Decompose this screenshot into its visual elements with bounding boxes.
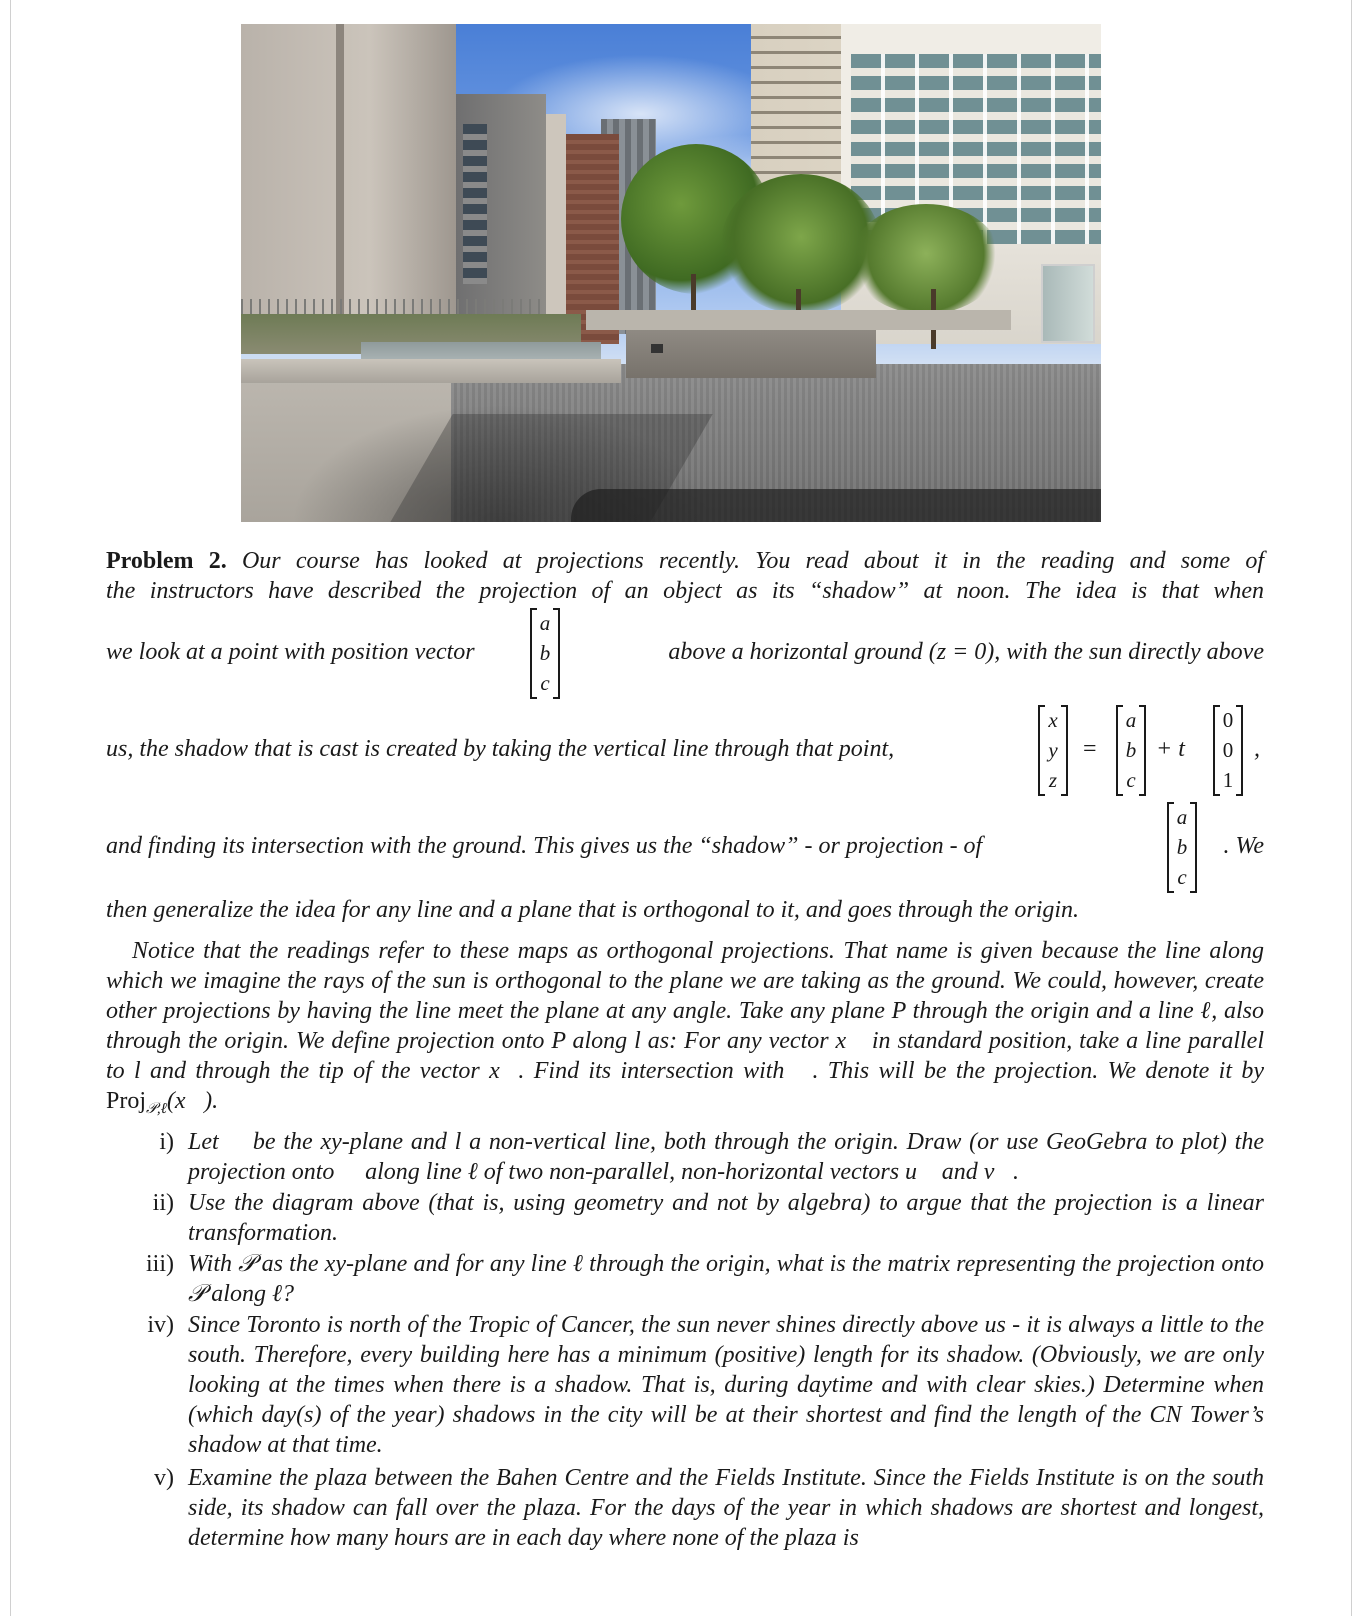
proj-argument: (x⃗). [166,1088,219,1114]
plus-t: + t [1156,736,1185,762]
foreground-shadow [571,489,1101,522]
vector-entry: a [539,611,551,635]
problem-line-1 [106,546,1264,576]
paragraph-2 [106,936,1264,1124]
problem-intro-1: Our course has looked at projections recently. You read about it in the reading and some of [241,548,1264,574]
proj-name: Proj [106,1088,147,1114]
list-item: With 𝒫 as the xy-plane and for any line ℓ through the origin, what is the matrix representing the projection onto 𝒫 along ℓ? [188,1251,1264,1307]
item-number: iii) [146,1251,174,1277]
problem-line-6: then generalize the idea for any line and a plane that is orthogonal to it, and goes through the origin. [106,897,1080,923]
paragraph-2-text: Notice that the readings refer to these maps as orthogonal projections. That name is given because the line along which we imagine the rays of the sun is orthogonal to the plane we are taking as the ground. We could, however, create other projections by having the line meet the plane at any angle. Take any plane P through the origin and a line ℓ, also through the origin. We define projection onto P along l as: For any vector x⃗ in standard position, take a line parallel to l and through the tip of the vector x⃗. Find its intersection with 𝒫. This will be the projection. We denote it by [106,938,1264,1084]
line3-pre: we look at a point with position vector [106,639,475,665]
list-item: Use the diagram above (that is, using geometry and not by algebra) to argue that the projection is a linear transformation. [188,1190,1264,1246]
vector-entry: z [1048,768,1058,792]
line5-pre: and finding its intersection with the ground. This gives us the “shadow” - or projection - of [106,833,983,859]
list-item: Let 𝒫 be the xy-plane and l a non-vertical line, both through the origin. Draw (or use GeoGebra to plot) the projection onto 𝒫 along line ℓ of two non-parallel, non-horizontal vectors u⃗ and v⃗. [188,1129,1264,1185]
bench-plaque [651,344,663,353]
page-border-left [10,0,11,1616]
line5-post: . We [1223,833,1264,859]
vector-entry: c [1126,768,1136,792]
vector-xyz [1038,705,1068,796]
item-number: iv) [147,1312,174,1338]
item-number: v) [154,1465,174,1491]
vector-entry: b [1176,835,1188,859]
vector-entry: 0 [1222,738,1234,762]
proj-subscript: 𝒫,ℓ [146,1101,167,1117]
concrete-bench [626,330,876,378]
vector-entry: c [540,671,550,695]
vector-entry: 0 [1222,708,1234,732]
building-door [1041,264,1095,343]
concrete-bench-top [586,310,1011,330]
vector-entry: b [1125,738,1137,762]
item-number: i) [159,1129,174,1155]
campus-plaza-photo [241,24,1101,522]
problem-label: Problem 2. [106,548,227,574]
vector-entry: c [1177,865,1187,889]
vector-abc-2 [1116,705,1146,796]
line3-post: above a horizontal ground (z = 0), with the sun directly above [668,639,1264,665]
building-left-front [241,24,456,344]
building-left-windows [463,124,487,284]
page-border-right [1351,0,1352,1616]
tree [851,204,1001,314]
vector-entry: x [1048,708,1058,732]
vector-entry: b [539,641,551,665]
vector-entry: 1 [1222,768,1234,792]
vector-entry: a [1125,708,1137,732]
vector-abc-1 [530,608,560,699]
line4-pre: us, the shadow that is cast is created by taking the vertical line through that point, [106,736,895,762]
vector-entry: y [1048,738,1058,762]
list-item: Since Toronto is north of the Tropic of Cancer, the sun never shines directly above us - it is always a little to the south. Therefore, every building here has a minimum (positive) length for its shadow. (Obviously, we are only looking at the times when there is a shadow. That is, during daytime and with clear skies.) Determine when (which day(s) of the year) shadows in the city will be at their shortest and find the length of the CN Tower’s shadow at that time. [188,1312,1264,1458]
item-number: ii) [152,1190,174,1216]
building-left-edge [336,24,344,344]
vector-abc-3 [1167,802,1197,893]
equals-sign: = [1083,736,1097,762]
trailing-comma: , [1254,736,1260,762]
list-item: Examine the plaza between the Bahen Centre and the Fields Institute. Since the Fields Institute is on the south side, its shadow can fall over the plaza. For the days of the year in which shadows are shortest and longest, determine how many hours are in each day where none of the plaza is [188,1465,1264,1551]
problem-line-2: the instructors have described the projection of an object as its “shadow” at noon. The idea is that when [106,578,1264,604]
vector-entry: a [1176,805,1188,829]
concrete-ledge [241,359,621,383]
vector-001 [1213,705,1243,796]
